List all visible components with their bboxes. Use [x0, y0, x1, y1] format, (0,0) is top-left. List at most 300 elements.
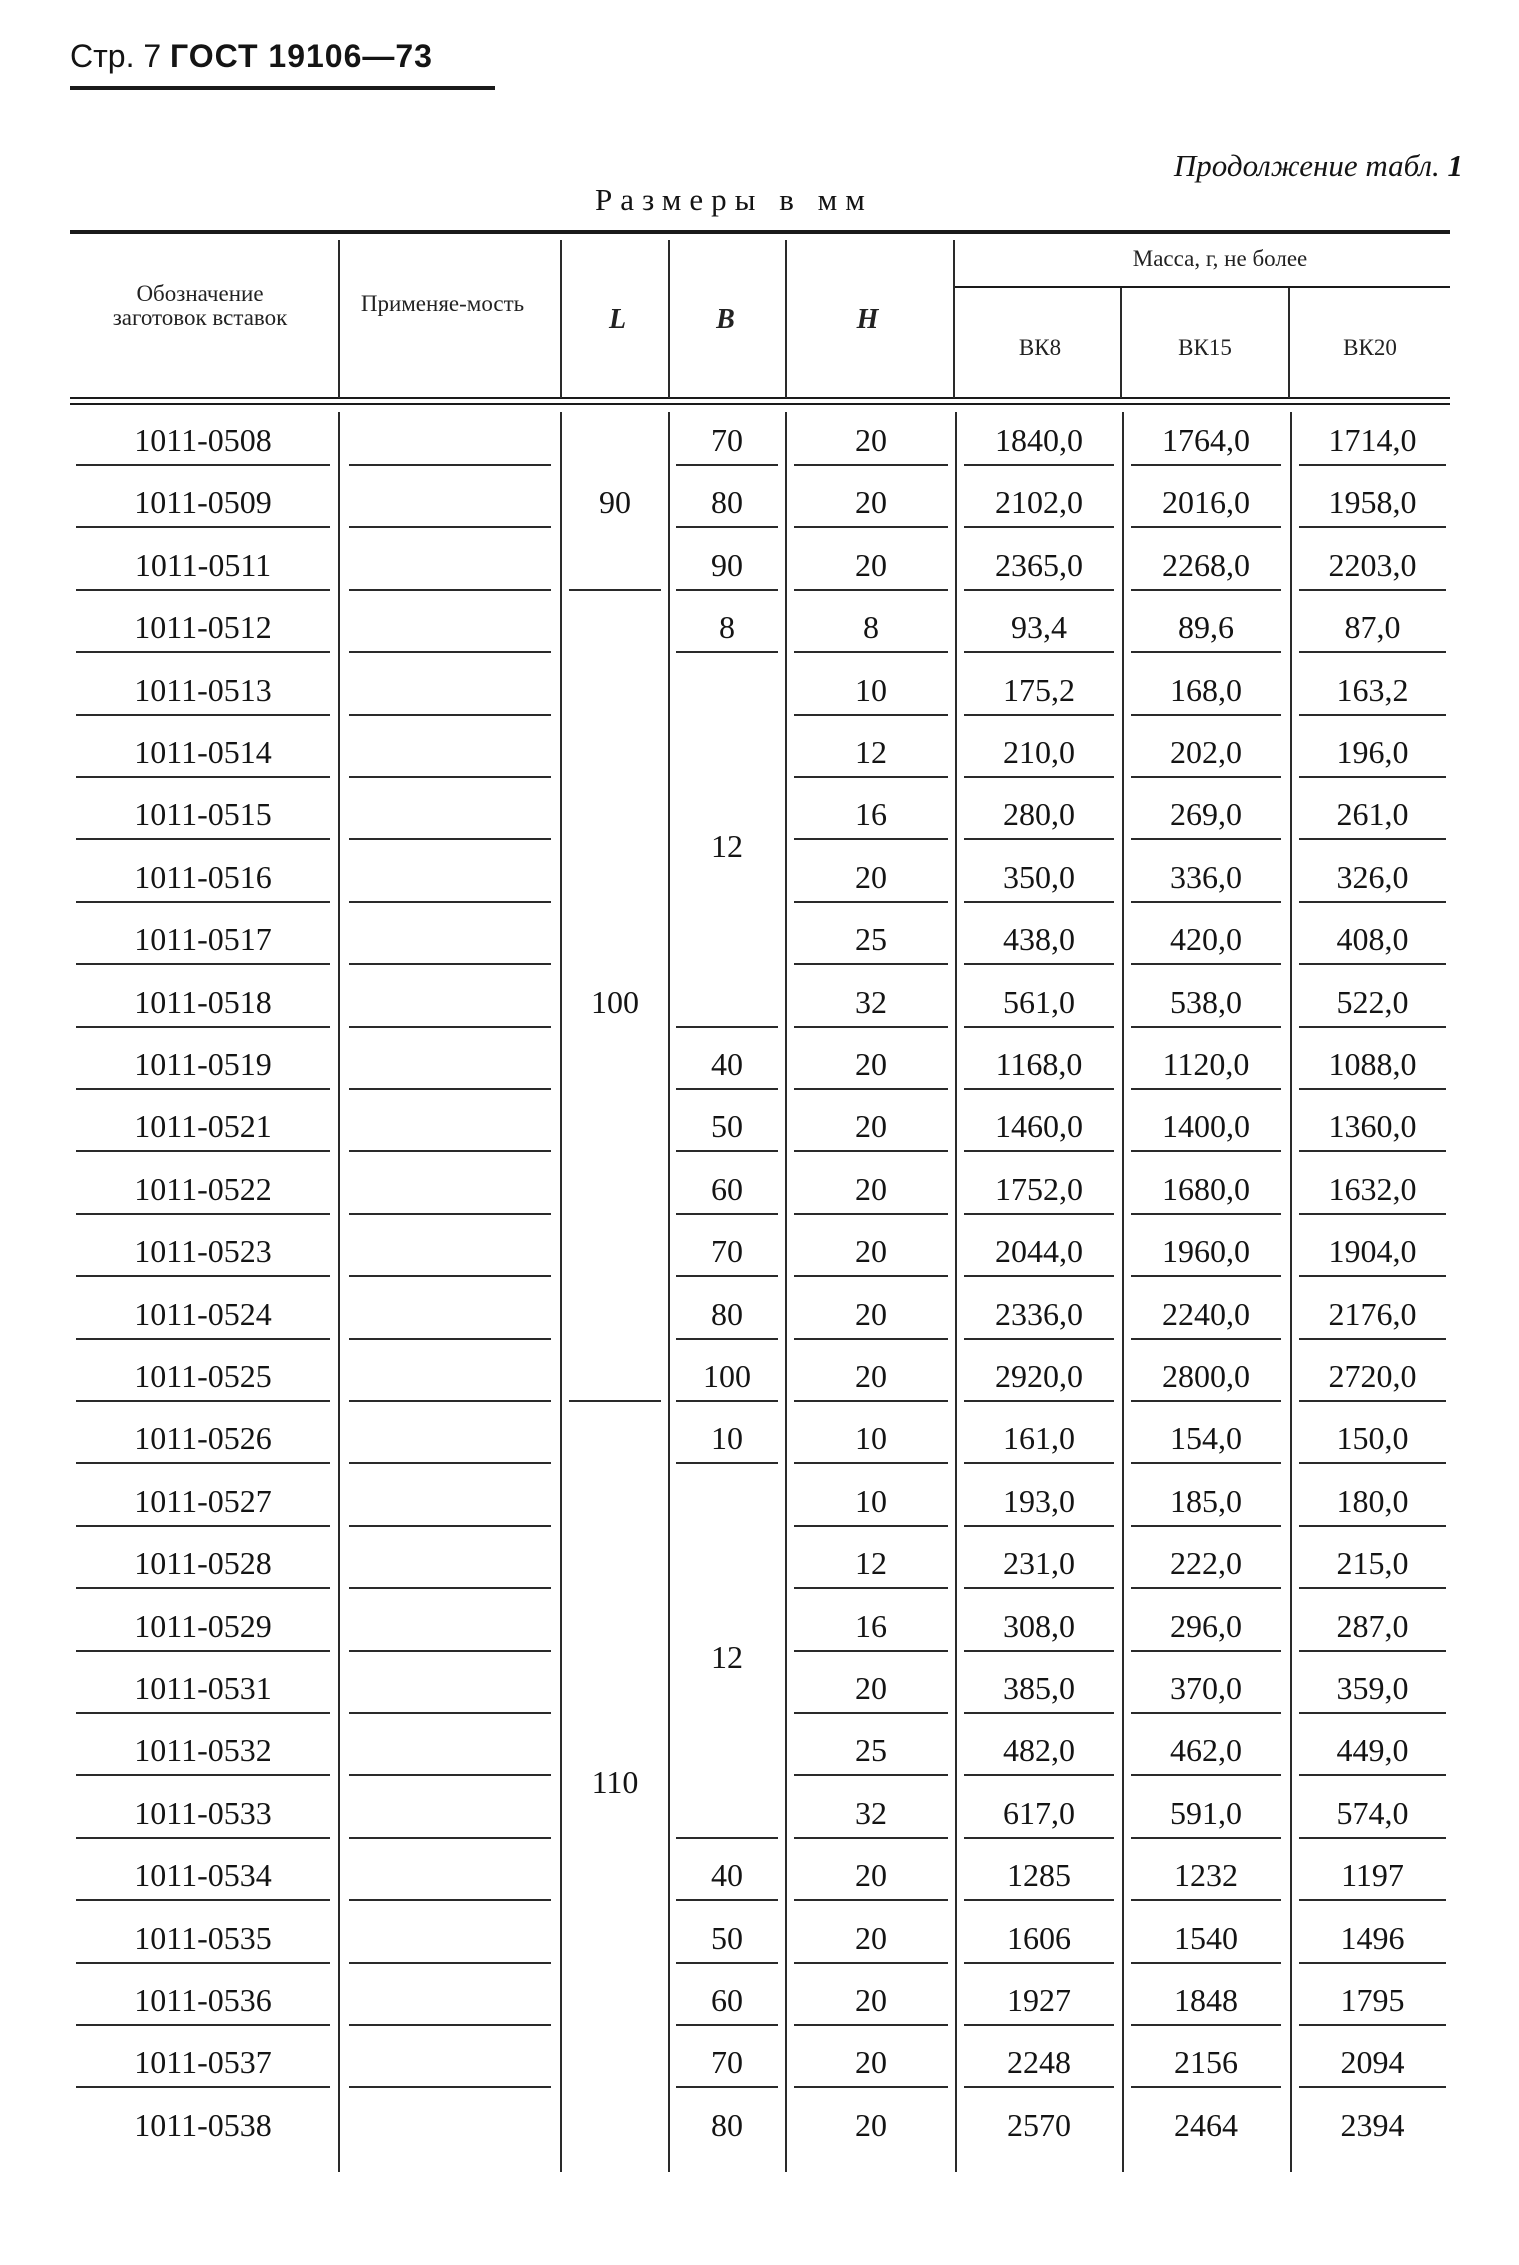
col-header-vk8: ВК8: [1018, 335, 1062, 360]
header-divider: [953, 240, 955, 398]
H-cell: 32: [855, 1794, 887, 1831]
col-header-L: L: [608, 304, 627, 335]
row-rule: [1131, 1026, 1281, 1028]
row-rule: [794, 2024, 948, 2026]
row-rule: [1131, 2024, 1281, 2026]
H-cell: 20: [855, 1108, 887, 1145]
row-rule: [1131, 1774, 1281, 1776]
row-rule: [794, 1088, 948, 1090]
row-rule: [964, 714, 1114, 716]
H-cell: 20: [855, 422, 887, 458]
row-rule: [349, 1213, 551, 1215]
row-rule: [1299, 464, 1446, 466]
col-divider: [338, 412, 340, 2172]
row-rule: [794, 776, 948, 778]
row-rule: [964, 1088, 1114, 1090]
row-rule: [1131, 1150, 1281, 1152]
mass-vk8-cell: 2365,0: [995, 546, 1083, 583]
row-rule: [1299, 1400, 1446, 1402]
header-bottom-rule-2: [70, 403, 1450, 405]
H-cell: 25: [855, 921, 887, 958]
row-rule: [964, 1150, 1114, 1152]
H-cell: 20: [855, 1233, 887, 1270]
designation-cell: 1011-0519: [134, 1046, 272, 1082]
mass-vk8-cell: 617,0: [1003, 1794, 1075, 1831]
col-header-B: B: [716, 304, 735, 335]
designation-cell: 1011-0529: [134, 1607, 272, 1644]
mass-vk15-cell: 1120,0: [1162, 1046, 1250, 1082]
H-cell: 20: [855, 858, 887, 895]
B-cell: 60: [711, 1170, 743, 1207]
row-rule: [964, 526, 1114, 528]
mass-vk20-cell: 2203,0: [1328, 546, 1417, 583]
mass-vk8-cell: 1285: [1007, 1857, 1071, 1894]
row-rule: [349, 2024, 551, 2026]
H-cell: 12: [855, 1545, 887, 1582]
mass-vk15-cell: 168,0: [1170, 671, 1242, 708]
row-rule: [349, 1150, 551, 1152]
row-rule: [349, 1275, 551, 1277]
row-rule: [964, 1213, 1114, 1215]
B-cell: 80: [711, 484, 743, 521]
designation-cell: 1011-0537: [134, 2044, 272, 2081]
mass-vk20-cell: 215,0: [1336, 1545, 1409, 1582]
mass-vk8-cell: 2044,0: [995, 1233, 1083, 1270]
H-cell: 10: [855, 1482, 887, 1519]
row-rule: [794, 651, 948, 653]
mass-vk15-cell: 370,0: [1170, 1670, 1242, 1706]
row-rule: [1131, 1650, 1281, 1652]
row-rule: [1131, 1275, 1281, 1277]
row-rule: [964, 1275, 1114, 1277]
mass-vk8-cell: 308,0: [1003, 1607, 1075, 1644]
row-rule: [794, 963, 948, 965]
mass-vk8-cell: 2102,0: [995, 484, 1083, 521]
row-rule: [76, 963, 330, 965]
row-rule: [794, 1650, 948, 1652]
mass-vk15-cell: 1764,0: [1162, 422, 1250, 458]
row-rule: [964, 1587, 1114, 1589]
row-rule: [76, 776, 330, 778]
B-cell: 90: [711, 546, 743, 583]
col-divider: [955, 412, 957, 2172]
H-cell: 25: [855, 1732, 887, 1769]
mass-vk20-cell: 326,0: [1336, 858, 1409, 895]
mass-vk15-cell: 2800,0: [1162, 1358, 1250, 1394]
page-header: [70, 38, 433, 75]
H-cell: 20: [855, 1046, 887, 1082]
table-top-rule: [70, 230, 1450, 234]
mass-vk8-cell: 482,0: [1003, 1732, 1075, 1769]
mass-vk20-cell: 180,0: [1336, 1482, 1409, 1519]
H-cell: 12: [855, 734, 887, 770]
row-rule: [349, 963, 551, 965]
H-cell: 32: [855, 983, 887, 1020]
row-rule: [676, 1213, 778, 1215]
mass-vk20-cell: 163,2: [1336, 671, 1409, 708]
row-rule: [1131, 1400, 1281, 1402]
units-caption: Размеры в мм: [595, 182, 873, 217]
mass-vk15-cell: 420,0: [1170, 921, 1242, 958]
H-cell: 20: [855, 1982, 887, 2018]
row-rule: [964, 1400, 1114, 1402]
mass-vk15-cell: 296,0: [1170, 1607, 1242, 1644]
mass-vk8-cell: 175,2: [1003, 671, 1075, 708]
H-cell: 20: [855, 1857, 887, 1894]
designation-cell: 1011-0524: [134, 1295, 272, 1332]
B-cell: 80: [711, 2106, 743, 2143]
row-rule: [964, 464, 1114, 466]
mass-vk15-cell: 1960,0: [1162, 1233, 1250, 1270]
designation-cell: 1011-0523: [134, 1233, 272, 1270]
group-rule: [569, 1400, 661, 1402]
row-rule: [676, 589, 778, 591]
row-rule: [1299, 651, 1446, 653]
row-rule: [794, 714, 948, 716]
row-rule: [1299, 589, 1446, 591]
col-header-mass: Масса, г, не более: [1132, 246, 1308, 271]
row-rule: [676, 1462, 778, 1464]
row-rule: [76, 1650, 330, 1652]
row-rule: [76, 589, 330, 591]
designation-cell: 1011-0512: [134, 609, 272, 646]
row-rule: [76, 1899, 330, 1901]
mass-vk20-cell: 2394: [1340, 2106, 1405, 2143]
table-number: 1: [1447, 148, 1463, 183]
row-rule: [1131, 464, 1281, 466]
mass-vk15-cell: 336,0: [1170, 858, 1242, 895]
H-cell: 20: [855, 2106, 887, 2143]
mass-vk20-cell: 1360,0: [1328, 1108, 1417, 1145]
row-rule: [349, 2086, 551, 2088]
row-rule: [76, 464, 330, 466]
row-rule: [676, 1088, 778, 1090]
row-rule: [794, 1150, 948, 1152]
B-cell: 40: [711, 1046, 743, 1082]
col-divider: [668, 412, 670, 2172]
row-rule: [349, 1899, 551, 1901]
B-cell: 60: [711, 1982, 743, 2018]
row-rule: [76, 1275, 330, 1277]
B-cell: 50: [711, 1919, 743, 1956]
row-rule: [76, 1150, 330, 1152]
row-rule: [676, 2024, 778, 2026]
continuation-text: Продолжение табл.: [1173, 148, 1440, 183]
designation-cell: 1011-0522: [134, 1170, 272, 1207]
mass-vk20-cell: 408,0: [1336, 921, 1409, 958]
row-rule: [349, 651, 551, 653]
designation-cell: 1011-0513: [134, 671, 272, 708]
mass-vk8-cell: 1927: [1007, 1982, 1071, 2018]
H-cell: 20: [855, 1919, 887, 1956]
row-rule: [76, 1400, 330, 1402]
mass-vk20-cell: 2720,0: [1328, 1358, 1417, 1394]
designation-cell: 1011-0528: [134, 1545, 272, 1582]
mass-vk20-cell: 287,0: [1336, 1607, 1409, 1644]
row-rule: [76, 1462, 330, 1464]
row-rule: [1299, 1774, 1446, 1776]
mass-vk15-cell: 2016,0: [1162, 484, 1250, 521]
col-header-vk15: ВК15: [1178, 335, 1232, 360]
mass-vk8-cell: 385,0: [1003, 1670, 1075, 1706]
H-cell: 20: [855, 1670, 887, 1706]
mass-vk15-cell: 1540: [1174, 1919, 1238, 1956]
designation-cell: 1011-0508: [134, 422, 272, 458]
row-rule: [1131, 2086, 1281, 2088]
row-rule: [349, 714, 551, 716]
mass-vk20-cell: 1496: [1340, 1919, 1405, 1956]
header-bottom-rule: [70, 397, 1450, 399]
mass-vk15-cell: 222,0: [1170, 1545, 1242, 1582]
row-rule: [76, 901, 330, 903]
mass-vk8-cell: 161,0: [1003, 1420, 1075, 1457]
mass-vk20-cell: 1714,0: [1328, 422, 1417, 458]
row-rule: [1299, 1712, 1446, 1714]
mass-vk20-cell: 522,0: [1336, 983, 1409, 1020]
row-rule: [794, 1837, 948, 1839]
row-rule: [76, 1837, 330, 1839]
designation-cell: 1011-0531: [134, 1670, 272, 1706]
mass-vk20-cell: 1197: [1341, 1857, 1404, 1894]
row-rule: [1299, 714, 1446, 716]
H-cell: 20: [855, 484, 887, 521]
row-rule: [1131, 1899, 1281, 1901]
row-rule: [964, 901, 1114, 903]
row-rule: [349, 1774, 551, 1776]
B-cell: 8: [719, 609, 735, 646]
designation-cell: 1011-0517: [134, 921, 272, 958]
mass-vk15-cell: 1232: [1174, 1857, 1238, 1894]
header-divider: [1120, 288, 1122, 398]
row-rule: [794, 901, 948, 903]
mass-vk8-cell: 2920,0: [995, 1358, 1083, 1394]
L-group-cell: 90: [599, 484, 631, 521]
B-cell: 70: [711, 422, 743, 458]
row-rule: [794, 1462, 948, 1464]
row-rule: [1131, 1962, 1281, 1964]
B-cell: 80: [711, 1295, 743, 1332]
designation-cell: 1011-0511: [134, 546, 272, 583]
row-rule: [1299, 2024, 1446, 2026]
row-rule: [676, 1338, 778, 1340]
row-rule: [1299, 1462, 1446, 1464]
col-header-designation: Обозначение заготовок вставок: [112, 281, 288, 330]
row-rule: [1299, 1650, 1446, 1652]
group-rule: [569, 589, 661, 591]
row-rule: [964, 1525, 1114, 1527]
row-rule: [1299, 1525, 1446, 1527]
mass-vk15-cell: 202,0: [1170, 734, 1242, 770]
row-rule: [964, 2086, 1114, 2088]
mass-group-rule: [955, 286, 1450, 288]
designation-cell: 1011-0509: [134, 484, 272, 521]
B-cell: 40: [711, 1857, 743, 1894]
mass-vk8-cell: 93,4: [1011, 609, 1067, 646]
row-rule: [1299, 1587, 1446, 1589]
designation-cell: 1011-0534: [134, 1857, 272, 1894]
H-cell: 20: [855, 2044, 887, 2081]
row-rule: [349, 1962, 551, 1964]
row-rule: [1131, 1088, 1281, 1090]
row-rule: [349, 901, 551, 903]
row-rule: [1131, 1213, 1281, 1215]
mass-vk8-cell: 1840,0: [995, 422, 1083, 458]
row-rule: [794, 1525, 948, 1527]
row-rule: [676, 1837, 778, 1839]
row-rule: [349, 1650, 551, 1652]
mass-vk8-cell: 2336,0: [995, 1295, 1083, 1332]
row-rule: [1299, 901, 1446, 903]
designation-cell: 1011-0518: [134, 983, 272, 1020]
mass-vk20-cell: 1958,0: [1328, 484, 1417, 521]
mass-vk20-cell: 196,0: [1336, 734, 1409, 770]
B-cell: 70: [711, 2044, 743, 2081]
H-cell: 20: [855, 1170, 887, 1207]
mass-vk8-cell: 438,0: [1003, 921, 1075, 958]
mass-vk15-cell: 1680,0: [1162, 1170, 1250, 1207]
row-rule: [1299, 1026, 1446, 1028]
mass-vk8-cell: 1460,0: [995, 1108, 1083, 1145]
designation-cell: 1011-0535: [134, 1919, 272, 1956]
row-rule: [349, 1026, 551, 1028]
mass-vk8-cell: 1752,0: [995, 1170, 1083, 1207]
mass-vk8-cell: 231,0: [1003, 1545, 1075, 1582]
row-rule: [794, 838, 948, 840]
row-rule: [76, 1088, 330, 1090]
mass-vk20-cell: 150,0: [1336, 1420, 1409, 1457]
mass-vk20-cell: 359,0: [1336, 1670, 1409, 1706]
mass-vk15-cell: 538,0: [1170, 983, 1242, 1020]
row-rule: [1299, 526, 1446, 528]
mass-vk8-cell: 2248: [1007, 2044, 1071, 2081]
row-rule: [964, 651, 1114, 653]
row-rule: [964, 1774, 1114, 1776]
row-rule: [1131, 1712, 1281, 1714]
row-rule: [964, 1650, 1114, 1652]
row-rule: [794, 1275, 948, 1277]
standard-number: ГОСТ 19106—73: [170, 38, 433, 74]
H-cell: 20: [855, 1358, 887, 1394]
header-rule: [70, 86, 495, 90]
mass-vk20-cell: 2094: [1340, 2044, 1405, 2081]
row-rule: [676, 1150, 778, 1152]
header-divider: [1288, 288, 1290, 398]
row-rule: [964, 2024, 1114, 2026]
row-rule: [794, 1338, 948, 1340]
col-divider: [785, 412, 787, 2172]
row-rule: [964, 963, 1114, 965]
row-rule: [794, 1962, 948, 1964]
designation-cell: 1011-0536: [134, 1982, 272, 2018]
mass-vk20-cell: 1632,0: [1328, 1170, 1417, 1207]
row-rule: [964, 1026, 1114, 1028]
mass-vk20-cell: 261,0: [1336, 796, 1409, 833]
row-rule: [676, 464, 778, 466]
row-rule: [76, 1712, 330, 1714]
row-rule: [349, 1587, 551, 1589]
row-rule: [794, 2086, 948, 2088]
designation-cell: 1011-0532: [134, 1732, 272, 1769]
row-rule: [76, 526, 330, 528]
designation-cell: 1011-0525: [134, 1358, 272, 1394]
B-group-cell: 12: [711, 1638, 743, 1675]
mass-vk20-cell: 449,0: [1336, 1732, 1409, 1769]
row-rule: [676, 651, 778, 653]
H-cell: 20: [855, 1295, 887, 1332]
row-rule: [676, 1962, 778, 1964]
mass-vk8-cell: 193,0: [1003, 1482, 1075, 1519]
row-rule: [1131, 1587, 1281, 1589]
row-rule: [76, 1774, 330, 1776]
row-rule: [349, 776, 551, 778]
row-rule: [349, 1712, 551, 1714]
mass-vk8-cell: 350,0: [1003, 858, 1075, 895]
row-rule: [349, 1088, 551, 1090]
row-rule: [676, 1275, 778, 1277]
row-rule: [964, 1338, 1114, 1340]
mass-vk15-cell: 591,0: [1170, 1794, 1242, 1831]
row-rule: [1131, 1338, 1281, 1340]
mass-vk15-cell: 154,0: [1170, 1420, 1242, 1457]
row-rule: [794, 1712, 948, 1714]
row-rule: [1299, 963, 1446, 965]
row-rule: [349, 1400, 551, 1402]
row-rule: [794, 526, 948, 528]
row-rule: [1131, 1462, 1281, 1464]
row-rule: [76, 1962, 330, 1964]
mass-vk15-cell: 2240,0: [1162, 1295, 1250, 1332]
row-rule: [1131, 651, 1281, 653]
row-rule: [349, 464, 551, 466]
designation-cell: 1011-0516: [134, 858, 272, 895]
row-rule: [1299, 1088, 1446, 1090]
row-rule: [1131, 1525, 1281, 1527]
row-rule: [76, 2024, 330, 2026]
table-continuation: [1174, 148, 1463, 184]
page-number: Стр. 7: [70, 38, 162, 74]
row-rule: [1299, 838, 1446, 840]
row-rule: [76, 1525, 330, 1527]
row-rule: [349, 589, 551, 591]
H-cell: 16: [855, 1607, 887, 1644]
designation-cell: 1011-0521: [134, 1108, 272, 1145]
mass-vk15-cell: 2156: [1174, 2044, 1238, 2081]
row-rule: [964, 1712, 1114, 1714]
header-divider: [338, 240, 340, 398]
row-rule: [1299, 1338, 1446, 1340]
row-rule: [349, 526, 551, 528]
row-rule: [1131, 589, 1281, 591]
H-cell: 10: [855, 1420, 887, 1457]
row-rule: [794, 1899, 948, 1901]
row-rule: [1131, 838, 1281, 840]
L-group-cell: 110: [591, 1763, 639, 1800]
designation-cell: 1011-0514: [134, 734, 272, 770]
mass-vk8-cell: 1168,0: [995, 1046, 1083, 1082]
row-rule: [76, 1026, 330, 1028]
row-rule: [676, 2086, 778, 2088]
row-rule: [1131, 1837, 1281, 1839]
col-header-vk20: ВК20: [1343, 335, 1397, 360]
row-rule: [76, 1213, 330, 1215]
row-rule: [1131, 776, 1281, 778]
col-header-H: H: [856, 304, 879, 335]
row-rule: [964, 1837, 1114, 1839]
mass-vk15-cell: 2268,0: [1162, 546, 1250, 583]
B-cell: 70: [711, 1233, 743, 1270]
mass-vk15-cell: 2464: [1174, 2106, 1238, 2143]
row-rule: [1131, 714, 1281, 716]
